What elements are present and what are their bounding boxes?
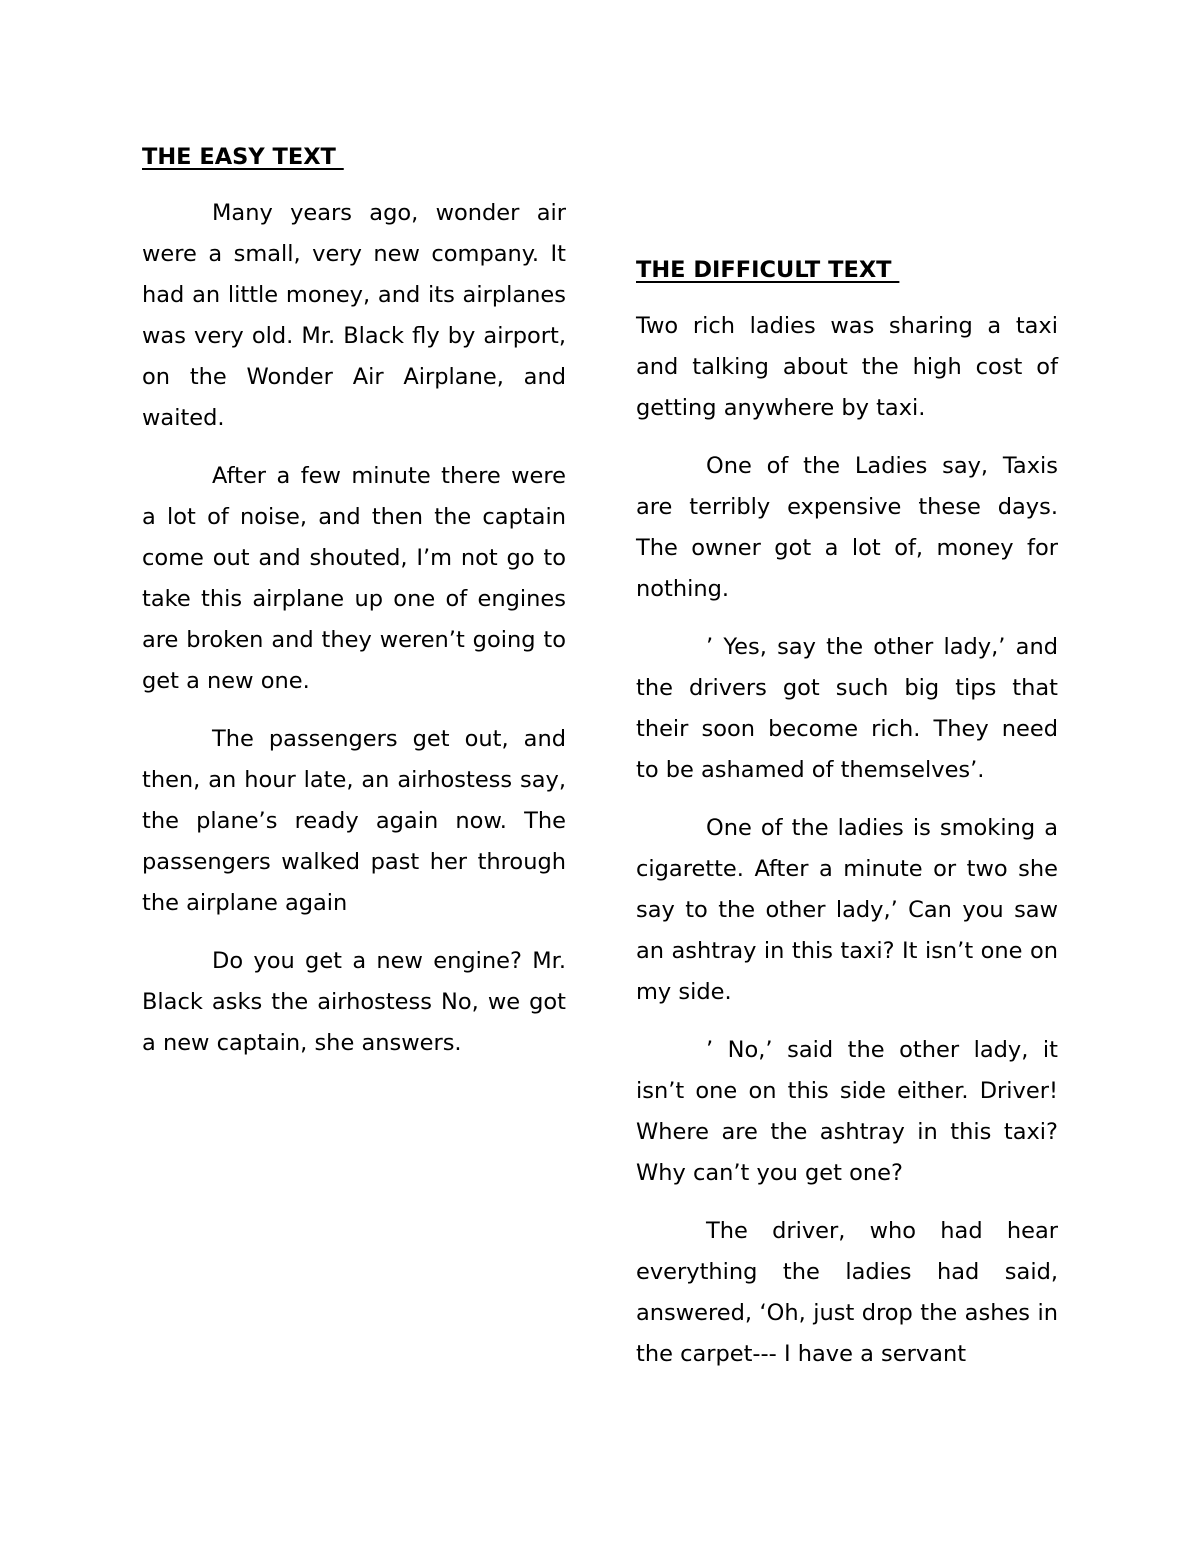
easy-text-column — [142, 137, 566, 1064]
difficult-text-paragraph: ’ No,’ said the other lady, it isn’t one on this side either. Driver! Where are the ashtray in this taxi? Why can’t you get one? — [636, 1037, 1058, 1186]
easy-text-paragraph: Do you get a new engine? Mr. Black asks the airhostess No, we got a new captain, she answers. — [142, 948, 566, 1056]
easy-text-heading: THE EASY TEXT — [142, 144, 344, 170]
difficult-text-heading: THE DIFFICULT TEXT — [636, 257, 900, 283]
difficult-text-column — [636, 250, 1058, 1375]
difficult-text-paragraph: Two rich ladies was sharing a taxi and talking about the high cost of getting anywhere by taxi. — [636, 313, 1058, 421]
difficult-text-paragraph: One of the Ladies say, Taxis are terribly expensive these days. The owner got a lot of, money for nothing. — [636, 453, 1058, 602]
easy-text-paragraph: After a few minute there were a lot of noise, and then the captain come out and shouted, I’m not go to take this airplane up one of engines are broken and they weren’t going to get a new one. — [142, 463, 566, 694]
easy-text-paragraph: The passengers get out, and then, an hour late, an airhostess say, the plane’s ready again now. The passengers walked past her through the airplane again — [142, 726, 566, 916]
difficult-text-paragraph: ’ Yes, say the other lady,’ and the drivers got such big tips that their soon become rich. They need to be ashamed of themselves’. — [636, 634, 1058, 783]
difficult-text-paragraph: One of the ladies is smoking a cigarette. After a minute or two she say to the other lady,’ Can you saw an ashtray in this taxi? It isn’t one on my side. — [636, 815, 1058, 1005]
difficult-text-paragraph: The driver, who had hear everything the ladies had said, answered, ‘Oh, just drop the ashes in the carpet--- I have a servant — [636, 1218, 1058, 1367]
easy-text-paragraph: Many years ago, wonder air were a small, very new company. It had an little money, and its airplanes was very old. Mr. Black fly by airport, on the Wonder Air Airplane, and waited. — [142, 200, 566, 431]
